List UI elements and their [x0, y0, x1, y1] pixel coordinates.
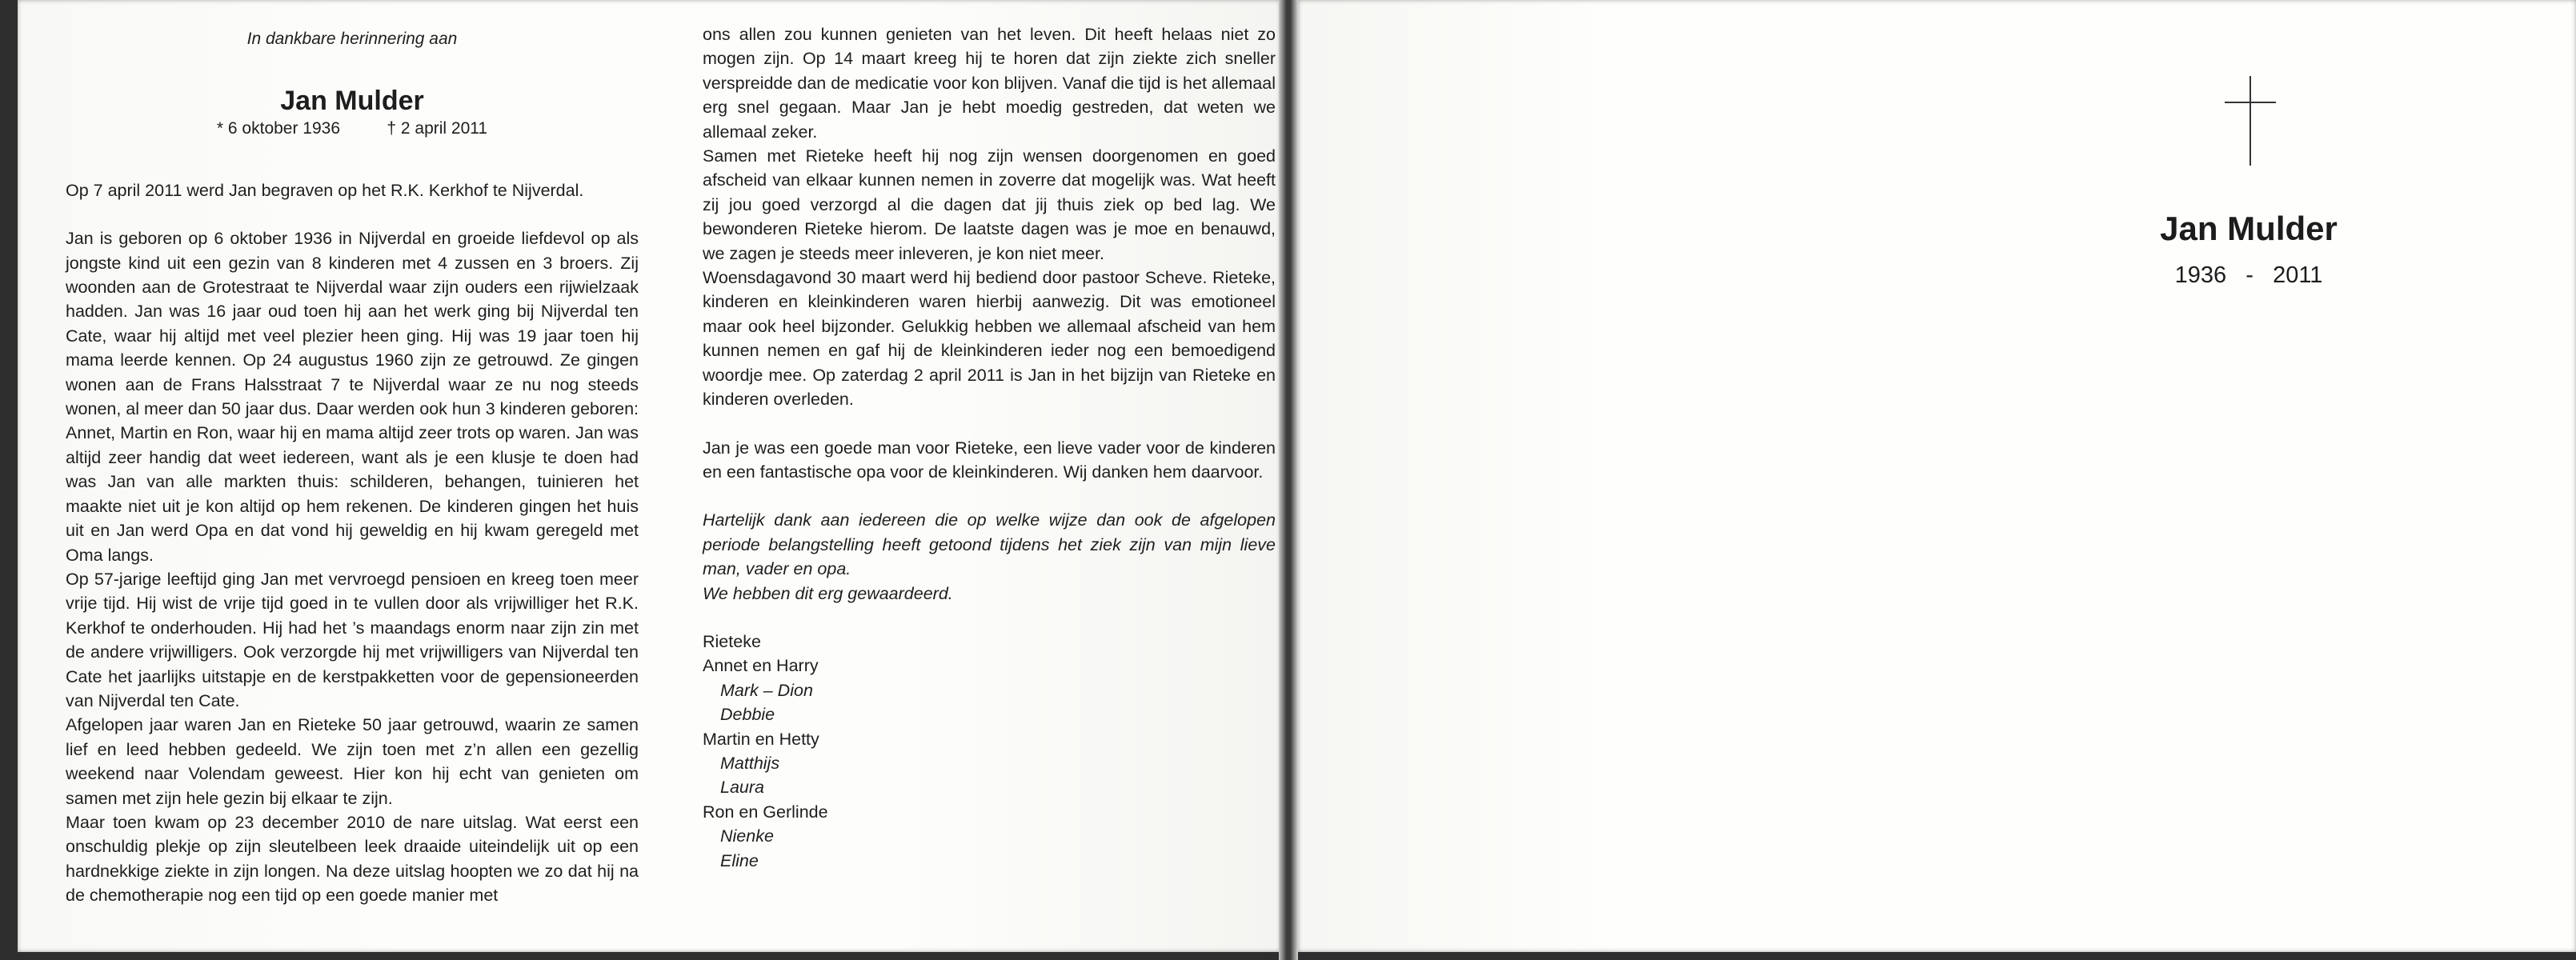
cross-icon	[2225, 76, 2276, 166]
grandchild-name: Debbie	[720, 705, 775, 725]
thanks-closing: We hebben dit erg gewaardeerd.	[703, 583, 953, 603]
card-front-cover	[1298, 0, 2576, 952]
signature-name: Martin en Hetty	[703, 729, 819, 749]
front-years: 1936 - 2011	[2174, 262, 2323, 288]
burial-paragraph: Op 7 april 2011 werd Jan begraven op het R.K. Kerkhof te Nijverdal.	[66, 180, 584, 200]
inner-right-column	[703, 22, 1276, 873]
grandchild-name: Mark – Dion	[720, 680, 813, 700]
card-inner-spread	[18, 0, 1280, 952]
retirement-paragraph: Op 57-jarige leeftijd ging Jan met vervroegd pensioen en kreeg toen meer vrije tijd. Hij wist de vrije tijd goed in te vullen door als vrijwilliger het R.K. Kerkhof te onderhouden. Hij had het ’s maandags enorm naar zijn zin met de andere vrijwilligers. Ook verzorgde hij met vrijwilligers van Nijverdal ten Cate het jaarlijks uitstapje en de kerstpakketten voor de gepensioneerden van Nijverdal ten Cate.	[66, 569, 639, 710]
farewell-paragraph: Samen met Rieteke heeft hij nog zijn wensen doorgenomen en goed afscheid van elkaar kunnen nemen in zoverre dat mogelijk was. Wat heeft zij jou goed verzorgd al die dagen dat jij thuis ziek op bed lag. We bewonderen Rieteke hierom. De laatste dagen was je moe en benauwd, we zagen je steeds meer inleveren, je kon niet meer.	[703, 146, 1276, 263]
grandchild-name: Matthijs	[720, 753, 780, 773]
illness-continued-paragraph: ons allen zou kunnen genieten van het leven. Dit heeft helaas niet zo mogen zijn. Op 14 maart kreeg hij te horen dat zijn ziekte zich sneller verspreidde dan de medicatie voor kon blijven. Vanaf die tijd is het allemaal erg snel gegaan. Maar Jan je hebt moedig gestreden, dat weten we allemaal zeker.	[703, 25, 1276, 142]
signature-list	[703, 630, 1276, 873]
deceased-name: Jan Mulder	[280, 86, 424, 117]
last-rites-paragraph: Woensdagavond 30 maart werd hij bediend door pastoor Scheve. Rieteke, kinderen en kleinkinderen waren hierbij aanwezig. Dit was emotioneel maar ook heel bijzonder. Gelukkig hebben we allemaal afscheid van hem kunnen nemen en gaf hij de kleinkinderen ieder nog een bemoedigend woordje mee. Op zaterdag 2 april 2011 is Jan in het bijzijn van Rieteke en kinderen overleden.	[703, 268, 1276, 410]
birth-death-dates: * 6 oktober 1936 † 2 april 2011	[216, 119, 488, 138]
grandchild-name: Laura	[720, 778, 764, 798]
grandchild-name: Nienke	[720, 826, 774, 846]
life-paragraph: Jan is geboren op 6 oktober 1936 in Nijverdal en groeide liefdevol op als jongste kind uit een gezin van 8 kinderen met 4 zussen en 3 broers. Zij woonden aan de Grotestraat te Nijverdal waar zijn ouders een rijwielzaak hadden. Jan was 16 jaar oud toen hij aan het werk ging bij Nijverdal ten Cate, waar hij altijd met veel plezier heen ging. Hij was 19 jaar toen hij mama leerde kennen. Op 24 augustus 1960 zijn ze getrouwd. Ze gingen wonen aan de Frans Halsstraat 7 te Nijverdal waar ze nu nog steeds wonen, al meer dan 50 jaar dus. Daar werden ook hun 3 kinderen geboren: Annet, Martin en Ron, waar hij en mama altijd zeer trots op waren. Jan was altijd zeer handig dat weet iedereen, want als je een klusje te doen had was Jan van alle markten thuis: schilderen, behangen, tuinieren het maakte niet uit je kon altijd op hem rekenen. De kinderen gingen het huis uit en Jan werd Opa en dat vond hij geweldig en hij kwam geregeld met Oma langs.	[66, 229, 639, 565]
memorial-header: In dankbare herinnering aan	[246, 30, 458, 48]
tribute-paragraph: Jan je was een goede man voor Rieteke, een lieve vader voor de kinderen en een fantastische opa voor de kleinkinderen. Wij danken hem daarvoor.	[703, 438, 1276, 482]
card-fold-gap	[1279, 0, 1298, 960]
thanks-paragraph: Hartelijk dank aan iedereen die op welke wijze dan ook de afgelopen periode belangstelling heeft getoond tijdens het ziek zijn van mijn lieve man, vader en opa.	[703, 510, 1276, 579]
signature-name: Annet en Harry	[703, 656, 819, 676]
front-name: Jan Mulder	[2160, 210, 2338, 247]
inner-left-column	[66, 24, 639, 908]
illness-paragraph: Maar toen kwam op 23 december 2010 de nare uitslag. Wat eerst een onschuldig plekje op zijn sleutelbeen leek draaide uiteindelijk uit op een hardnekkige ziekte in zijn longen. Na deze uitslag hoopten we zo dat hij na de chemotherapie nog een tijd op een goede manier met	[66, 812, 639, 906]
signature-name: Rieteke	[703, 631, 761, 651]
signature-name: Ron en Gerlinde	[703, 802, 828, 822]
anniversary-paragraph: Afgelopen jaar waren Jan en Rieteke 50 jaar getrouwd, waarin ze samen lief en leed hebben gedeeld. We zijn toen met z’n allen een gezellig weekend naar Volendam geweest. Hier kon hij echt van genieten om samen met zijn hele gezin bij elkaar te zijn.	[66, 715, 639, 808]
grandchild-name: Eline	[720, 850, 759, 870]
